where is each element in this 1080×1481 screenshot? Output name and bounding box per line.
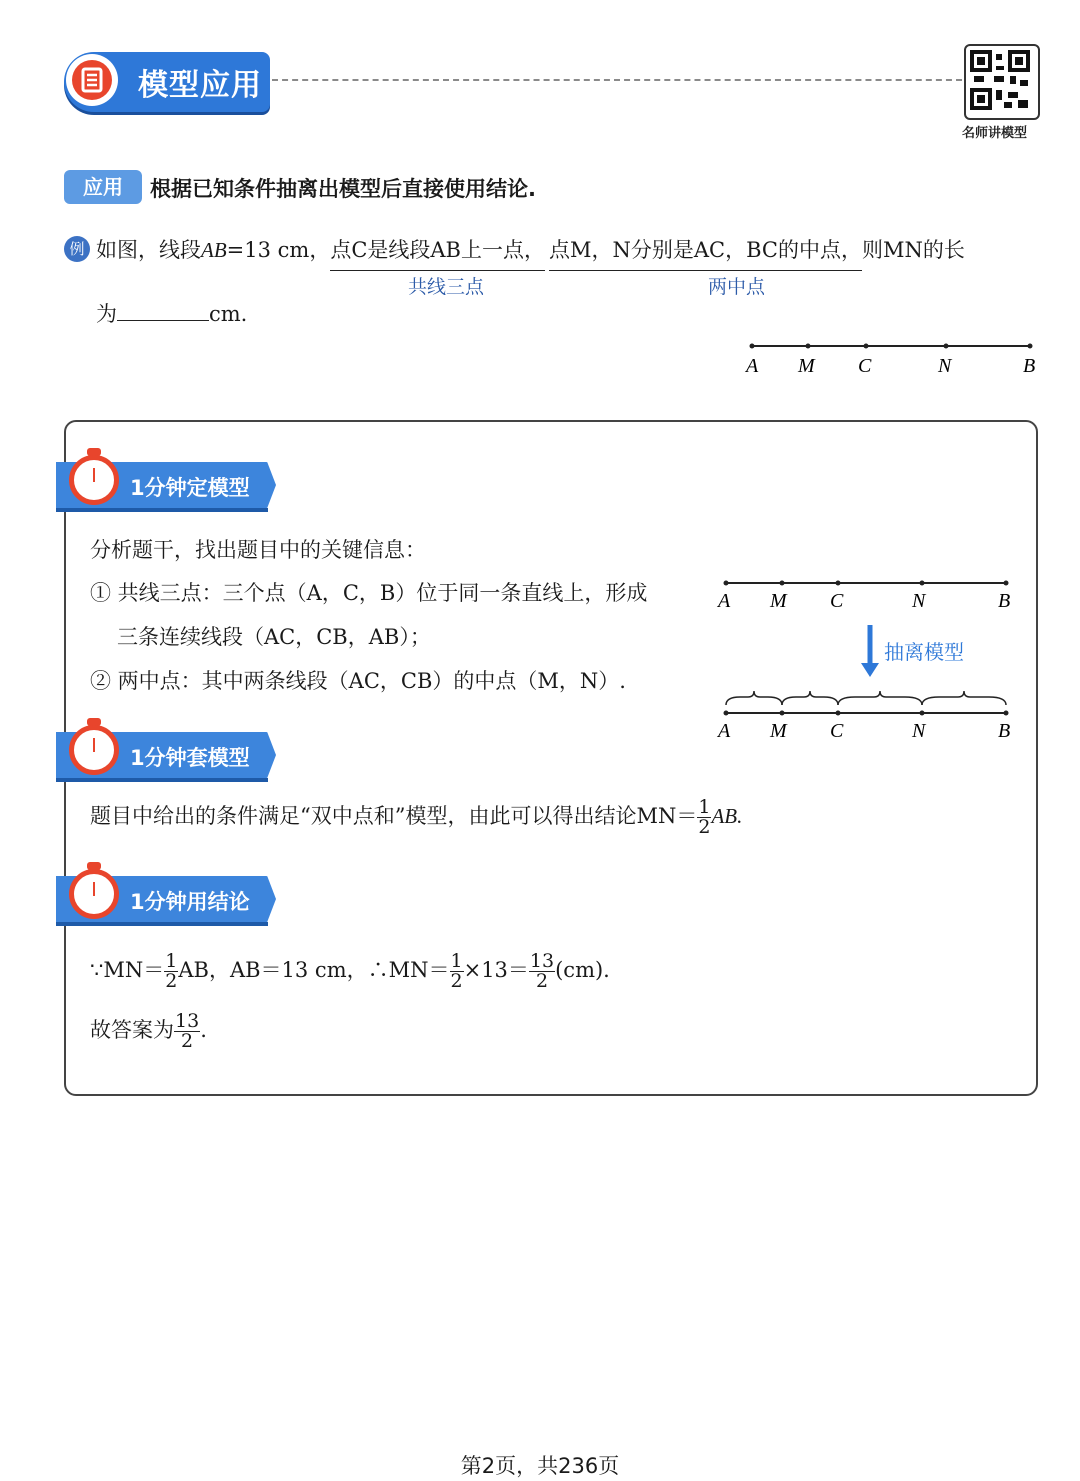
q-underline-1: 点C是线段AB上一点， [330, 238, 545, 271]
dot-n [944, 344, 949, 349]
qr-code-icon[interactable] [964, 44, 1040, 120]
step3-line1 [90, 952, 610, 991]
down-arrow-head [861, 663, 879, 677]
label-n: N [938, 355, 952, 377]
stopwatch-hand [93, 468, 95, 482]
top-label-n: N [912, 590, 926, 612]
step2-bar-shadow [56, 778, 268, 782]
application-text: 根据已知条件抽离出模型后直接使用结论. [150, 177, 536, 201]
extract-model-label: 抽离模型 [884, 640, 964, 664]
l1-f2-den: 2 [450, 970, 463, 992]
label-a: A [746, 355, 759, 377]
dot-c [864, 344, 869, 349]
label-m: M [798, 355, 815, 377]
step2-sentence: 题目中给出的条件满足“双中点和”模型，由此可以得出结论MN＝ [90, 804, 698, 828]
label-c: C [858, 355, 872, 377]
bottom-label-a: A [718, 720, 731, 742]
l2-b: . [200, 1018, 207, 1042]
note-collinear: 共线三点 [408, 276, 485, 298]
l2-a: 故答案为 [90, 1018, 174, 1042]
label-b: B [1023, 355, 1036, 377]
l1-b: AB，AB＝13 cm，∴MN＝ [178, 958, 450, 982]
page-footer: 第2页，共236页 [460, 1454, 620, 1478]
step2-text [90, 798, 742, 837]
l1-f1-den: 2 [165, 970, 178, 992]
l2-f-num: 13 [175, 1010, 200, 1032]
top-label-m: M [770, 590, 787, 612]
top-label-a: A [718, 590, 731, 612]
l1-f1-num: 1 [165, 950, 178, 972]
frac-den: 2 [698, 816, 711, 838]
step1-item2: ② 两中点：其中两条线段（AC，CB）的中点（M，N）. [90, 669, 626, 693]
q-part1: 如图，线段 [96, 238, 201, 262]
dot-b [1028, 344, 1033, 349]
bottom-label-c: C [830, 720, 844, 742]
brace-mc [782, 691, 838, 705]
l1-f3-num: 13 [529, 950, 555, 972]
step3-line2 [90, 1012, 207, 1051]
note-midpoints: 两中点 [708, 276, 766, 298]
q-underline-2: 点M，N分别是AC，BC的中点， [549, 238, 862, 271]
top-label-c: C [830, 590, 844, 612]
header-divider [272, 79, 962, 81]
stopwatch-hand [93, 738, 95, 752]
q-ab: AB [201, 238, 227, 262]
step2-title: 1分钟套模型 [130, 746, 250, 770]
answer-blank[interactable] [117, 320, 209, 321]
l1-f3-den: 2 [535, 970, 549, 992]
example-question [96, 234, 965, 264]
step1-title: 1分钟定模型 [130, 476, 250, 500]
step1-item1a: ① 共线三点：三个点（A，C，B）位于同一条直线上，形成 [90, 581, 648, 605]
brace-am [726, 691, 782, 705]
answer-line [96, 298, 247, 328]
dot-m [806, 344, 811, 349]
brace-cn [838, 691, 922, 705]
qr-label: 名师讲模型 [962, 126, 1028, 141]
dot-a [750, 344, 755, 349]
top-label-b: B [998, 590, 1011, 612]
answer-prefix: 为 [96, 302, 117, 326]
l2-f-den: 2 [181, 1030, 194, 1052]
bottom-label-b: B [998, 720, 1011, 742]
l1-f2-num: 1 [450, 950, 463, 972]
q-eq: =13 cm， [226, 238, 331, 262]
book-icon-inner [72, 60, 112, 100]
frac-num: 1 [698, 796, 711, 818]
step1-intro: 分析题干，找出题目中的关键信息： [90, 538, 426, 562]
l1-d: (cm). [555, 958, 610, 982]
step2-tail: AB. [711, 804, 743, 828]
l1-c: ×13＝ [463, 958, 529, 982]
model-diagram [700, 565, 1030, 755]
step3-title: 1分钟用结论 [130, 890, 250, 914]
bottom-label-m: M [770, 720, 787, 742]
step1-bar-shadow [56, 508, 268, 512]
l1-a: ∵MN＝ [90, 958, 165, 982]
example-icon: 例 [64, 236, 90, 262]
stopwatch-hand [93, 882, 95, 896]
example-diagram [730, 330, 1050, 380]
bottom-label-n: N [912, 720, 926, 742]
section-title: 模型应用 [138, 68, 262, 103]
application-tag: 应用 [64, 170, 142, 204]
step3-bar-shadow [56, 922, 268, 926]
q-part4: 则MN的长 [862, 238, 965, 262]
answer-unit: cm. [209, 302, 248, 326]
step1-item1b: 三条连续线段（AC，CB，AB）； [117, 625, 431, 649]
brace-nb [922, 691, 1006, 705]
